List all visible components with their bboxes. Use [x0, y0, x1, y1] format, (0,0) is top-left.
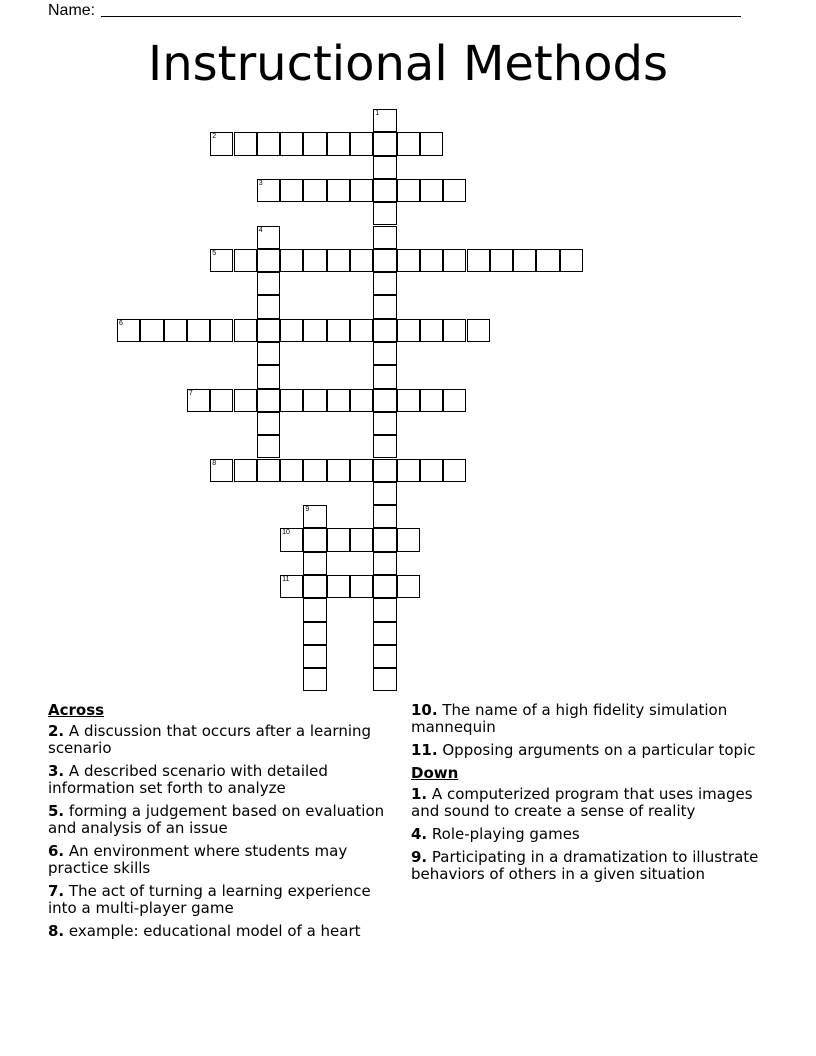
grid-cell	[373, 622, 396, 645]
name-underline	[101, 16, 741, 17]
grid-cell	[327, 132, 350, 155]
grid-cell	[373, 668, 396, 691]
grid-cell	[467, 249, 490, 272]
grid-cell	[164, 319, 187, 342]
clue-text: Opposing arguments on a particular topic	[442, 741, 756, 759]
cell-number: 10	[282, 529, 290, 537]
grid-cell	[327, 459, 350, 482]
clue-text: example: educational model of a heart	[68, 922, 361, 940]
clue-across-10	[411, 702, 761, 736]
crossword-grid	[117, 109, 584, 693]
clue-across-6	[48, 843, 393, 877]
clues-right-column	[411, 702, 761, 889]
grid-cell	[397, 132, 420, 155]
grid-cell	[280, 249, 303, 272]
grid-cell	[373, 319, 396, 342]
clue-number: 6.	[48, 842, 65, 860]
grid-cell	[303, 179, 326, 202]
grid-cell	[350, 459, 373, 482]
grid-cell	[373, 226, 396, 249]
grid-cell	[280, 319, 303, 342]
grid-cell	[350, 319, 373, 342]
grid-cell	[350, 528, 373, 551]
grid-cell	[257, 389, 280, 412]
grid-cell	[373, 505, 396, 528]
clue-across-5	[48, 803, 393, 837]
grid-cell	[373, 132, 396, 155]
grid-cell	[467, 319, 490, 342]
cell-number: 3	[258, 179, 263, 187]
grid-cell	[280, 528, 303, 551]
grid-cell	[327, 389, 350, 412]
grid-cell	[234, 389, 257, 412]
grid-cell	[280, 132, 303, 155]
grid-cell	[490, 249, 513, 272]
grid-cell	[373, 528, 396, 551]
clue-number: 2.	[48, 722, 65, 740]
grid-cell	[373, 435, 396, 458]
grid-cell	[397, 459, 420, 482]
clue-number: 7.	[48, 882, 65, 900]
grid-cell	[420, 319, 443, 342]
grid-cell	[397, 319, 420, 342]
grid-cell	[350, 249, 373, 272]
grid-cell	[373, 552, 396, 575]
clue-text: An environment where students may practice skills	[48, 842, 348, 877]
grid-cell	[257, 412, 280, 435]
grid-cell	[350, 575, 373, 598]
cell-number: 11	[282, 576, 290, 583]
grid-cell	[257, 272, 280, 295]
clue-text: forming a judgement based on evaluation and analysis of an issue	[48, 802, 385, 837]
name-field	[48, 0, 741, 20]
clue-number: 10.	[411, 701, 438, 719]
name-label: Name:	[48, 2, 96, 19]
grid-cell	[420, 179, 443, 202]
grid-cell	[210, 459, 233, 482]
grid-cell	[257, 319, 280, 342]
grid-cell	[303, 505, 326, 528]
grid-cell	[257, 132, 280, 155]
clue-text: A computerized program that uses images and sound to create a sense of reality	[411, 785, 753, 820]
grid-cell	[303, 668, 326, 691]
grid-cell	[257, 179, 280, 202]
grid-cell	[257, 295, 280, 318]
clue-text: Participating in a dramatization to illustrate behaviors of others in a given situation	[411, 848, 759, 883]
clue-text: The act of turning a learning experience into a multi-player game	[48, 882, 371, 917]
clue-number: 9.	[411, 848, 428, 866]
grid-cell	[373, 179, 396, 202]
grid-cell	[327, 575, 350, 598]
down-heading: Down	[411, 764, 459, 782]
clues-left-column	[48, 702, 393, 946]
grid-cell	[327, 179, 350, 202]
clue-across-7	[48, 883, 393, 917]
grid-cell	[420, 249, 443, 272]
grid-cell	[350, 132, 373, 155]
grid-cell	[303, 249, 326, 272]
across-heading: Across	[48, 701, 105, 719]
clue-down-9	[411, 849, 761, 883]
grid-cell	[513, 249, 536, 272]
grid-cell	[327, 319, 350, 342]
grid-cell	[257, 459, 280, 482]
grid-cell	[350, 179, 373, 202]
grid-cell	[187, 319, 210, 342]
grid-cell	[373, 202, 396, 225]
grid-cell	[234, 249, 257, 272]
grid-cell	[210, 249, 233, 272]
grid-cell	[327, 249, 350, 272]
clue-across-11	[411, 742, 761, 759]
grid-cell	[373, 412, 396, 435]
grid-cell	[303, 528, 326, 551]
page-title: Instructional Methods	[148, 36, 668, 92]
cell-number: 6	[119, 319, 123, 327]
grid-cell	[373, 156, 396, 179]
grid-cell	[303, 389, 326, 412]
grid-cell	[373, 295, 396, 318]
grid-cell	[210, 132, 233, 155]
grid-cell	[536, 249, 559, 272]
clue-number: 11.	[411, 741, 438, 759]
grid-cell	[373, 109, 396, 132]
cell-number: 8	[212, 459, 217, 467]
grid-cell	[443, 459, 466, 482]
grid-cell	[443, 249, 466, 272]
grid-cell	[210, 319, 233, 342]
grid-cell	[280, 575, 303, 598]
grid-cell	[303, 622, 326, 645]
grid-cell	[373, 272, 396, 295]
grid-cell	[303, 319, 326, 342]
grid-cell	[234, 459, 257, 482]
grid-cell	[443, 179, 466, 202]
grid-cell	[140, 319, 163, 342]
cell-number: 7	[188, 389, 193, 397]
cell-number: 2	[212, 133, 217, 141]
grid-cell	[397, 528, 420, 551]
grid-cell	[303, 552, 326, 575]
clue-number: 5.	[48, 802, 65, 820]
grid-cell	[117, 319, 140, 342]
clue-number: 4.	[411, 825, 428, 843]
grid-cell	[280, 459, 303, 482]
grid-cell	[443, 319, 466, 342]
grid-cell	[350, 389, 373, 412]
grid-cell	[397, 179, 420, 202]
clue-number: 3.	[48, 762, 65, 780]
grid-cell	[234, 132, 257, 155]
grid-cell	[280, 179, 303, 202]
clue-down-4	[411, 826, 761, 843]
clue-across-3	[48, 763, 393, 797]
grid-cell	[257, 365, 280, 388]
clue-across-8	[48, 923, 393, 940]
grid-cell	[327, 528, 350, 551]
grid-cell	[420, 459, 443, 482]
grid-cell	[373, 389, 396, 412]
clue-down-1	[411, 786, 761, 820]
grid-cell	[373, 459, 396, 482]
grid-cell	[303, 598, 326, 621]
clue-text: Role-playing games	[431, 825, 580, 843]
grid-cell	[303, 575, 326, 598]
grid-cell	[303, 132, 326, 155]
clue-across-2	[48, 723, 393, 757]
grid-cell	[420, 132, 443, 155]
grid-cell	[257, 226, 280, 249]
grid-cell	[373, 575, 396, 598]
clue-text: A described scenario with detailed information set forth to analyze	[48, 762, 328, 797]
clue-number: 8.	[48, 922, 65, 940]
grid-cell	[373, 365, 396, 388]
grid-cell	[373, 249, 396, 272]
grid-cell	[303, 459, 326, 482]
cell-number: 4	[258, 226, 263, 234]
grid-cell	[257, 249, 280, 272]
cell-number: 5	[212, 249, 217, 257]
grid-cell	[397, 575, 420, 598]
grid-cell	[373, 342, 396, 365]
clue-text: A discussion that occurs after a learning scenario	[48, 722, 372, 757]
grid-cell	[397, 249, 420, 272]
cell-number: 1	[375, 110, 380, 117]
grid-cell	[373, 482, 396, 505]
grid-cell	[210, 389, 233, 412]
grid-cell	[420, 389, 443, 412]
grid-cell	[280, 389, 303, 412]
grid-cell	[443, 389, 466, 412]
grid-cell	[373, 645, 396, 668]
clue-text: The name of a high fidelity simulation mannequin	[411, 701, 728, 736]
grid-cell	[257, 435, 280, 458]
grid-cell	[560, 249, 583, 272]
cell-number: 9	[305, 506, 310, 514]
grid-cell	[397, 389, 420, 412]
grid-cell	[373, 598, 396, 621]
grid-cell	[257, 342, 280, 365]
clue-number: 1.	[411, 785, 428, 803]
grid-cell	[303, 645, 326, 668]
grid-cell	[187, 389, 210, 412]
grid-cell	[234, 319, 257, 342]
